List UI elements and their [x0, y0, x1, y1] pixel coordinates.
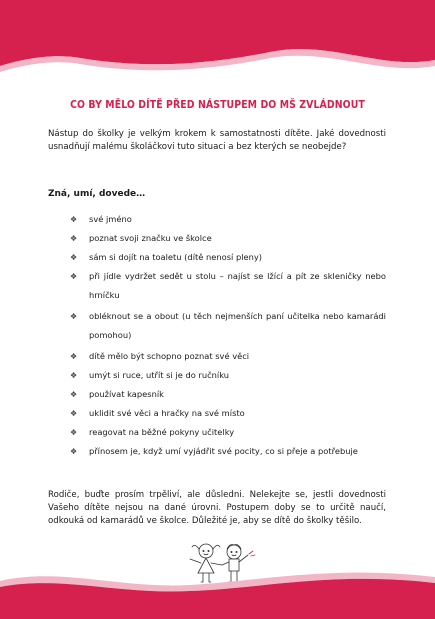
list-item: ❖ používat kapesník: [70, 385, 386, 404]
list-item: ❖ při jídle vydržet sedět u stolu – najíst se lžící a pít ze skleničky nebo hrníčku: [70, 267, 386, 305]
list-item: ❖ své jméno: [70, 210, 386, 229]
list-item: ❖ poznat svoji značku ve školce: [70, 229, 386, 248]
list-item: ❖ umýt si ruce, utřít si je do ručníku: [70, 366, 386, 385]
diamond-bullet-icon: ❖: [70, 234, 78, 243]
diamond-bullet-icon: ❖: [70, 371, 78, 380]
diamond-bullet-icon: ❖: [70, 352, 78, 361]
top-wave-decoration: [0, 0, 435, 82]
list-item: ❖ reagovat na běžné pokyny učitelky: [70, 423, 386, 442]
diamond-bullet-icon: ❖: [70, 272, 78, 281]
skills-list: [70, 210, 386, 461]
bottom-wave-decoration: [0, 559, 435, 619]
list-item: ❖ dítě mělo být schopno poznat své věci: [70, 347, 386, 366]
diamond-bullet-icon: ❖: [70, 390, 78, 399]
diamond-bullet-icon: ❖: [70, 312, 78, 321]
intro-paragraph: Nástup do školky je velkým krokem k samostatnosti dítěte. Jaké dovednosti usnadňují malému školáčkovi tuto situaci a bez kterých se neobejde?: [48, 129, 386, 152]
section-heading: Zná, umí, dovede…: [48, 189, 146, 199]
diamond-bullet-icon: ❖: [70, 215, 78, 224]
page-title: CO BY MĚLO DÍTĚ PŘED NÁSTUPEM DO MŠ ZVLÁDNOUT: [70, 99, 365, 111]
list-item: ❖ uklidit své věci a hračky na své místo: [70, 404, 386, 423]
list-item: ❖ přínosem je, když umí vyjádřit své pocity, co si přeje a potřebuje: [70, 442, 386, 461]
diamond-bullet-icon: ❖: [70, 253, 78, 262]
diamond-bullet-icon: ❖: [70, 447, 78, 456]
list-item: ❖ sám si dojít na toaletu (dítě nenosí pleny): [70, 248, 386, 267]
closing-paragraph: Rodiče, buďte prosím trpěliví, ale důsledni. Nelekejte se, jestli dovednosti Vašeho dítěte nejsou na dané úrovni. Postupem doby se to určitě naučí, odkouká od kamarádů ve školce. Důležité je, aby se dítě do školky těšilo.: [48, 490, 386, 526]
diamond-bullet-icon: ❖: [70, 428, 78, 437]
diamond-bullet-icon: ❖: [70, 409, 78, 418]
list-item: ❖ obléknout se a obout (u těch nejmenších paní učitelka nebo kamarádi pomohou): [70, 307, 386, 345]
